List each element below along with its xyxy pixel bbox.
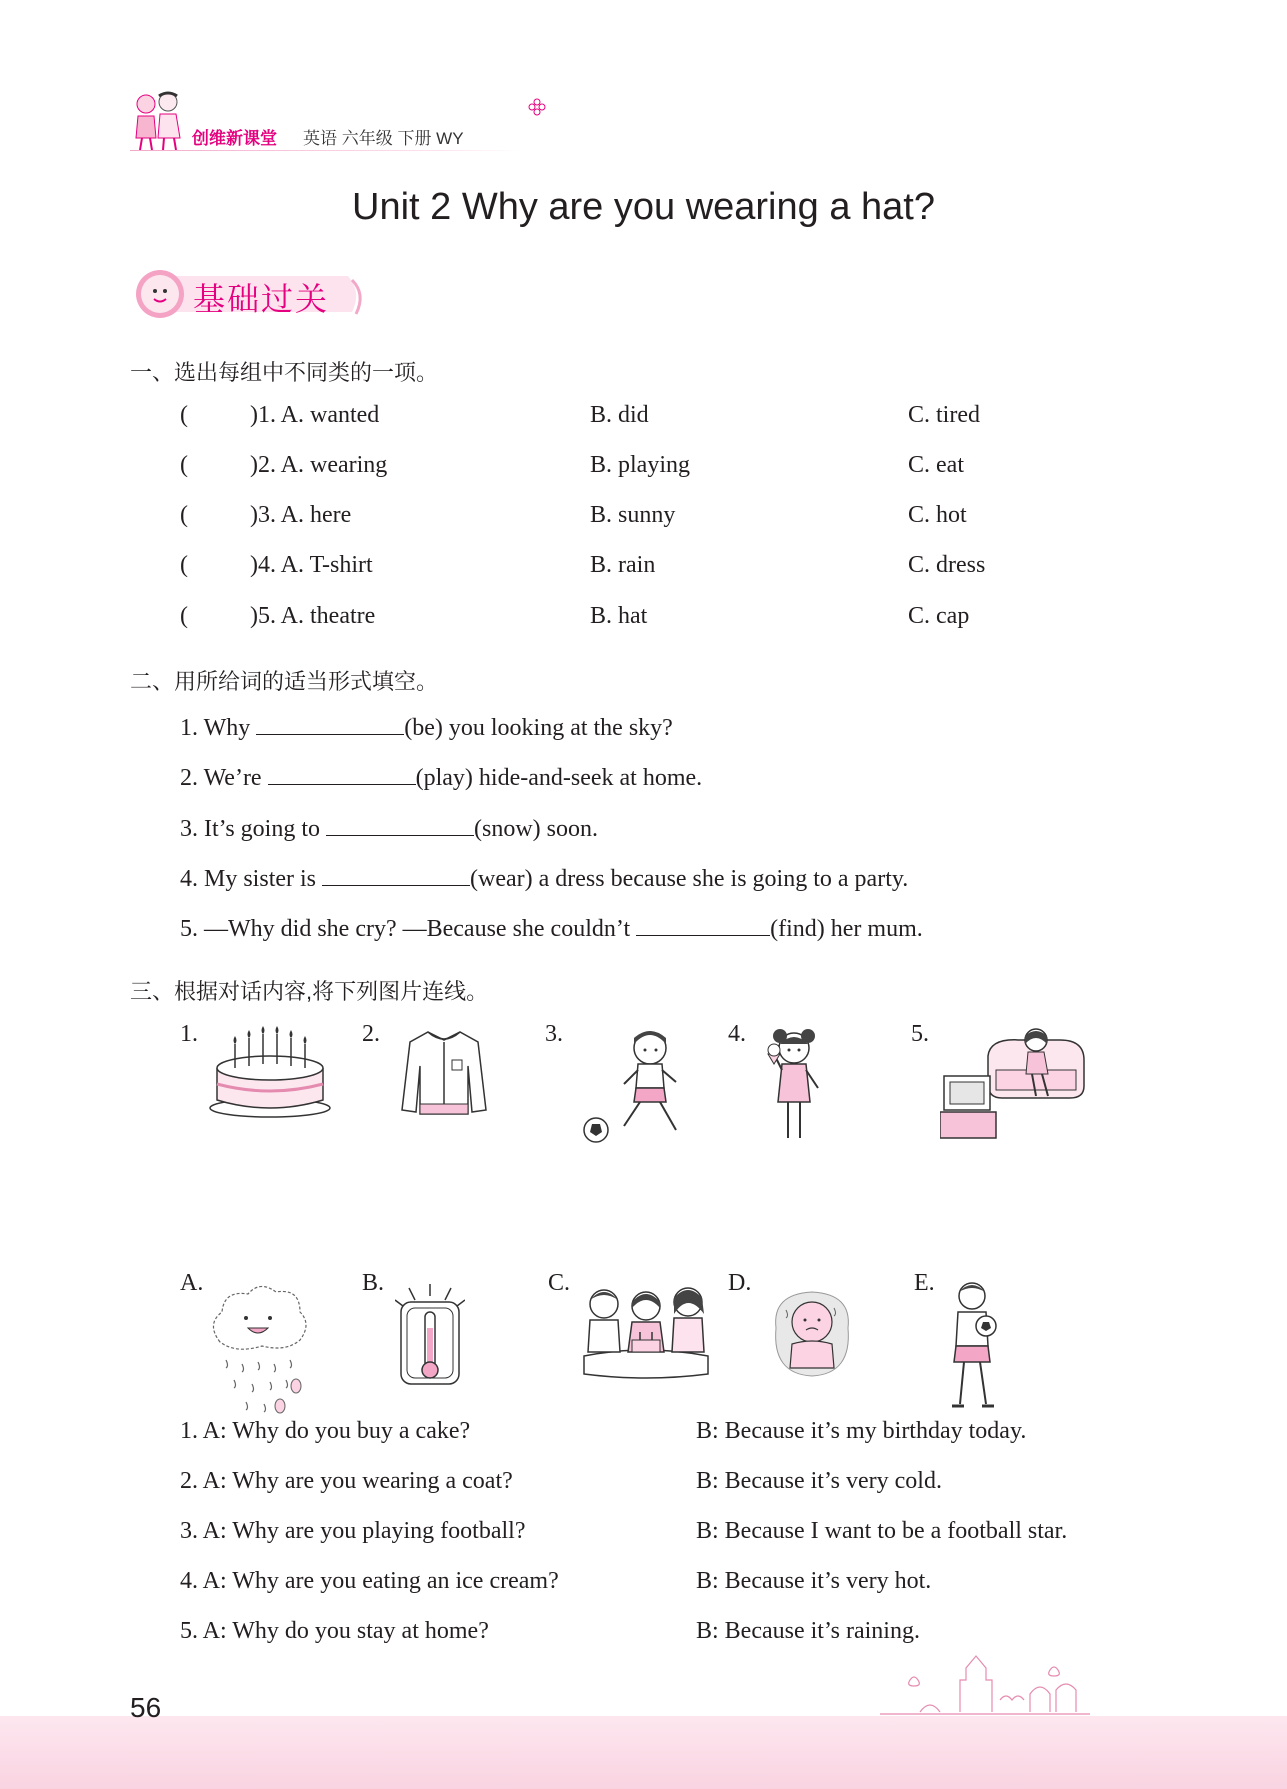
answer-blank[interactable] bbox=[636, 913, 770, 936]
picture-letter: D. bbox=[728, 1270, 752, 1296]
part2-item-suffix: (snow) soon. bbox=[474, 816, 599, 842]
part1-item-a: )3. A. here bbox=[250, 502, 352, 528]
picture-number: 4. bbox=[728, 1021, 746, 1047]
header-kids-logo bbox=[128, 88, 188, 154]
birthday-party-picture[interactable] bbox=[574, 1278, 718, 1382]
part2-item-suffix: (find) her mum. bbox=[770, 916, 923, 942]
girl-watching-tv-picture[interactable] bbox=[940, 1026, 1086, 1142]
picture-letter: C. bbox=[548, 1270, 571, 1296]
girl-eating-ice-cream-picture[interactable] bbox=[760, 1024, 836, 1146]
part1-item-b: B. did bbox=[590, 402, 649, 428]
header-brand: 创维新课堂 bbox=[192, 129, 277, 148]
answer-blank[interactable] bbox=[268, 762, 416, 785]
dialogue-answer: B: Because it’s raining. bbox=[696, 1618, 920, 1644]
part2-heading: 二、用所给词的适当形式填空。 bbox=[130, 669, 439, 694]
picture-number: 3. bbox=[545, 1021, 563, 1047]
football-star-boy-picture[interactable] bbox=[940, 1276, 1008, 1414]
dialogue-answer: B: Because it’s my birthday today. bbox=[696, 1418, 1027, 1444]
part2-item-prefix: 3. It’s going to bbox=[180, 816, 327, 842]
dialogue-answer: B: Because it’s very cold. bbox=[696, 1468, 942, 1494]
picture-letter: B. bbox=[362, 1270, 385, 1296]
part2-item bbox=[180, 813, 598, 843]
part1-item-a: )4. A. T-shirt bbox=[250, 552, 373, 578]
part1-item-b: B. sunny bbox=[590, 502, 676, 528]
part1-item-b: B. rain bbox=[590, 552, 656, 578]
header-divider bbox=[130, 150, 520, 151]
section-banner-title: 基础过关 bbox=[193, 281, 330, 317]
part2-item-suffix: (wear) a dress because she is going to a party. bbox=[470, 866, 909, 892]
coat-picture[interactable] bbox=[398, 1026, 490, 1118]
answer-paren: ( bbox=[180, 603, 188, 629]
part2-item bbox=[180, 762, 702, 792]
part1-item-c: C. cap bbox=[908, 603, 970, 629]
dialogue-question: 1. A: Why do you buy a cake? bbox=[180, 1418, 471, 1444]
part2-item-prefix: 2. We’re bbox=[180, 765, 268, 791]
answer-paren: ( bbox=[180, 502, 188, 528]
picture-letter: E. bbox=[914, 1270, 935, 1296]
page-title: Unit 2 Why are you wearing a hat? bbox=[352, 186, 935, 228]
part1-item-a: )5. A. theatre bbox=[250, 603, 376, 629]
part2-item bbox=[180, 913, 923, 943]
part2-item-prefix: 4. My sister is bbox=[180, 866, 323, 892]
picture-number: 5. bbox=[911, 1021, 929, 1047]
answer-blank[interactable] bbox=[322, 863, 470, 886]
part2-item bbox=[180, 863, 908, 893]
part1-item-c: C. dress bbox=[908, 552, 986, 578]
part2-item-suffix: (be) you looking at the sky? bbox=[404, 715, 673, 741]
rain-cloud-picture[interactable] bbox=[206, 1280, 312, 1416]
part1-item-a: )1. A. wanted bbox=[250, 402, 380, 428]
castle-decoration-icon bbox=[880, 1650, 1180, 1720]
part2-item-prefix: 1. Why bbox=[180, 715, 257, 741]
dialogue-question: 2. A: Why are you wearing a coat? bbox=[180, 1468, 513, 1494]
part2-item-suffix: (play) hide-and-seek at home. bbox=[415, 765, 703, 791]
footer-band bbox=[0, 1716, 1287, 1789]
boy-playing-football-picture[interactable] bbox=[580, 1026, 692, 1146]
part1-item-c: C. eat bbox=[908, 452, 964, 478]
thermometer-picture[interactable] bbox=[395, 1282, 465, 1392]
birthday-cake-picture[interactable] bbox=[205, 1024, 335, 1120]
part3-heading: 三、根据对话内容,将下列图片连线。 bbox=[130, 979, 489, 1004]
flower-icon bbox=[528, 98, 546, 116]
dialogue-answer: B: Because it’s very hot. bbox=[696, 1568, 932, 1594]
header-meta: 英语 六年级 下册 WY bbox=[303, 129, 464, 148]
answer-paren: ( bbox=[180, 452, 188, 478]
picture-number: 2. bbox=[362, 1021, 380, 1047]
part1-item-b: B. hat bbox=[590, 603, 648, 629]
answer-blank[interactable] bbox=[326, 813, 474, 836]
part1-item-a: )2. A. wearing bbox=[250, 452, 388, 478]
picture-number: 1. bbox=[180, 1021, 198, 1047]
answer-paren: ( bbox=[180, 402, 188, 428]
part1-item-c: C. hot bbox=[908, 502, 967, 528]
part2-item bbox=[180, 712, 673, 742]
answer-blank[interactable] bbox=[256, 712, 404, 735]
page-number: 56 bbox=[130, 1692, 162, 1723]
dialogue-question: 4. A: Why are you eating an ice cream? bbox=[180, 1568, 559, 1594]
part1-heading: 一、选出每组中不同类的一项。 bbox=[130, 360, 439, 385]
dialogue-question: 5. A: Why do you stay at home? bbox=[180, 1618, 489, 1644]
dialogue-question: 3. A: Why are you playing football? bbox=[180, 1518, 526, 1544]
part1-item-c: C. tired bbox=[908, 402, 980, 428]
picture-letter: A. bbox=[180, 1270, 204, 1296]
hot-sweating-face-picture[interactable] bbox=[772, 1288, 852, 1380]
part2-item-prefix: 5. —Why did she cry? —Because she couldn’t bbox=[180, 916, 637, 942]
part1-item-b: B. playing bbox=[590, 452, 690, 478]
answer-paren: ( bbox=[180, 552, 188, 578]
dialogue-answer: B: Because I want to be a football star. bbox=[696, 1518, 1068, 1544]
